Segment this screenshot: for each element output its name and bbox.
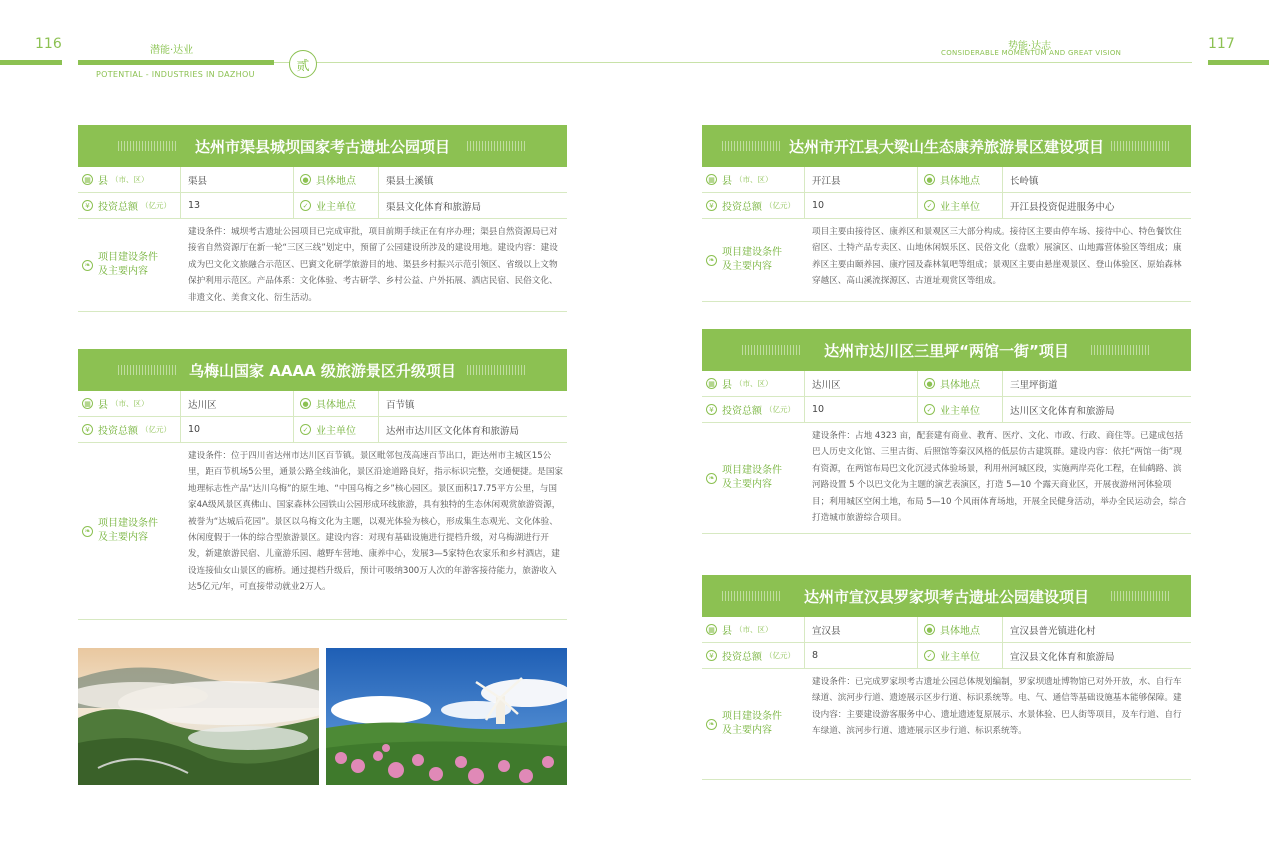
project-title: 达州市宣汉县罗家坝考古遗址公园建设项目: [803, 587, 1089, 606]
owner-value: 开江县投资促进服务中心: [1010, 201, 1115, 213]
left-header-title: 潜能·达业: [150, 45, 194, 56]
left-edge-bar: [0, 60, 62, 65]
county-value: 开江县: [812, 175, 841, 187]
owner-value: 达川区文化体育和旅游局: [1010, 405, 1115, 417]
project-title-bar: [78, 125, 567, 167]
county-value: 宣汉县: [812, 625, 841, 637]
project-title-bar: [702, 329, 1191, 371]
location-pin-icon: ●: [924, 174, 935, 185]
building-icon: ▦: [706, 174, 717, 185]
location-pin-icon: ●: [924, 378, 935, 389]
info-row: ¥ 投资总额 （亿元） 8 ✓ 业主单位 宣汉县文化体育和旅游局: [702, 643, 1191, 669]
project-title: 达州市达川区三里坪“两馆一街”项目: [824, 341, 1069, 360]
location-value: 三里坪街道: [1010, 379, 1058, 391]
county-value: 渠县: [188, 175, 208, 187]
left-page-number: 116: [35, 36, 62, 52]
project-title-bar: [78, 349, 567, 391]
project-card: [702, 329, 1191, 534]
thumbs-up-icon: ✓: [924, 650, 935, 661]
project-title: 达州市开江县大梁山生态康养旅游景区建设项目: [788, 137, 1104, 156]
location-pin-icon: ●: [924, 624, 935, 635]
county-value: 达川区: [188, 399, 217, 411]
project-card: [78, 349, 567, 620]
money-icon: ¥: [82, 424, 93, 435]
left-header-subtitle: POTENTIAL - INDUSTRIES IN DAZHOU: [96, 70, 255, 79]
content-text: 建设条件：城坝考古遗址公园项目已完成审批，项目前期手续正在有序办理；渠县自然资源局已对接省自然资源厅在新一轮“三区三线”划定中，预留了公园建设所涉及的建设用地。建设内容：建设成为巴文化文旅融合示范区、巴賨文化研学旅游目的地、渠县乡村振兴示范引领区、省级以上文物保护利用示范区。产品体系：文化体验、考古研学、乡村公益、户外拓展、酒店民宿、民俗文化、非遗文化、美食文化、衍生活动。: [188, 227, 558, 303]
content-text: 建设条件：已完成罗家坝考古遗址公园总体规划编制，罗家坝遗址博物馆已对外开放，水、自行车绿道、滨河步行道、遗迹展示区步行道、标识系统等。电、气、通信等基础设施基本能够保障。建设内容：主要建设游客服务中心、遗址遗迹复原展示、水景体验、巴人街等项目，及车行道、自行车绿道、滨河步行道、遗迹展示区步行道、标识系统等。: [812, 677, 1182, 737]
project-card: [702, 575, 1191, 780]
info-row: ▦ 县 （市、区） 渠县 ● 具体地点 渠县土溪镇: [78, 167, 567, 193]
content-row: ❧ 项目建设条件 及主要内容 建设条件：占地 4323 亩，配套建有商业、教育、医疗、文化、市政、行政、商住等。已建成包括巴人历史文化馆、三里古街、后照馆等秦汉风格的低层仿古建筑群。建设内容：依托“两馆一街”现有资源，在两馆布局巴文化沉浸式体验场景，利用州河城区段，实施两岸亮化工程，在仙鹤路、滨河路设置 5 个以巴文化为主题的演艺表演区，打造 5—10 个露天商业区，开展夜游州河体验项目；利用城区空闲土地，布局 5—10 个风雨体育场地，开展全民健身活动，举办全民运动会，综合打造城市旅游综合项目。: [702, 423, 1191, 534]
leaf-icon: ❧: [82, 260, 93, 271]
investment-value: 8: [812, 650, 819, 661]
info-row: ▦ 县 （市、区） 达川区 ● 具体地点 百节镇: [78, 391, 567, 417]
content-text: 建设条件：位于四川省达州市达川区百节镇。景区毗邻包茂高速百节出口，距达州市主城区15公里，距百节机场5公里，通景公路全线油化，景区沿途道路良好，指示标识完整，交通便捷。是国家地理标志性产品“达川乌梅”的原生地、“中国乌梅之乡”核心园区。景区面积17.75平方公里，与国家4A级风景区真佛山、国家森林公园铁山公园形成环线旅游，具有独特的生态休闲观赏旅游资源，被誉为“达城后花园”。景区以乌梅文化为主题，以观光体验为核心，形成集生态观光、文化体验、休闲度假于一体的综合型旅游景区。建设内容：对现有基础设施进行提档升级，对乌梅湖进行开发，新建旅游民宿、儿童游乐园、越野车营地、康养中心，发展3—5家特色农家乐和乡村酒店，建设连接仙女山景区的廊桥。通过提档升级后，预计可吸纳300万人次的年游客接待能力，旅游收入达5亿元/年，可直接带动就业2万人。: [188, 451, 564, 593]
mountain-clouds-photo: [78, 648, 319, 785]
building-icon: ▦: [82, 398, 93, 409]
county-value: 达川区: [812, 379, 841, 391]
info-row: ▦ 县 （市、区） 达川区 ● 具体地点 三里坪街道: [702, 371, 1191, 397]
investment-value: 10: [812, 404, 825, 415]
owner-value: 渠县文化体育和旅游局: [386, 201, 482, 213]
info-row: ¥ 投资总额 （亿元） 10 ✓ 业主单位 达川区文化体育和旅游局: [702, 397, 1191, 423]
thumbs-up-icon: ✓: [924, 404, 935, 415]
money-icon: ¥: [706, 200, 717, 211]
money-icon: ¥: [706, 404, 717, 415]
content-row: ❧ 项目建设条件 及主要内容 建设条件：已完成罗家坝考古遗址公园总体规划编制，罗家坝遗址博物馆已对外开放，水、自行车绿道、滨河步行道、遗迹展示区步行道、标识系统等。电、气、通信等基础设施基本能够保障。建设内容：主要建设游客服务中心、遗址遗迹复原展示、水景体验、巴人街等项目，及车行道、自行车绿道、滨河步行道、遗迹展示区步行道、标识系统等。: [702, 669, 1191, 780]
thumbs-up-icon: ✓: [300, 424, 311, 435]
project-title-bar: [702, 125, 1191, 167]
location-value: 宣汉县普光镇进化村: [1010, 625, 1096, 637]
owner-value: 宣汉县文化体育和旅游局: [1010, 651, 1115, 663]
location-pin-icon: ●: [300, 174, 311, 185]
location-value: 渠县土溪镇: [386, 175, 434, 187]
leaf-icon: ❧: [82, 526, 93, 537]
right-page-number: 117: [1208, 36, 1235, 52]
content-text: 项目主要由接待区、康养区和景观区三大部分构成。接待区主要由停车场、接待中心、特色餐饮住宿区、土特产品专卖区、山地休闲娱乐区、民俗文化（盘歌）展演区、山地露营体验区等组成；康养区主要由颐养园、康疗园及森林氧吧等组成；景观区主要由悬崖观景区、登山体验区、原始森林穿越区、高山溪流探源区、古道址观赏区等组成。: [812, 227, 1182, 287]
building-icon: ▦: [82, 174, 93, 185]
info-row: ¥ 投资总额 （亿元） 13 ✓ 业主单位 渠县文化体育和旅游局: [78, 193, 567, 219]
windmill-flowers-photo: [326, 648, 567, 785]
building-icon: ▦: [706, 378, 717, 389]
header-rule: [274, 62, 1192, 63]
content-text: 建设条件：占地 4323 亩，配套建有商业、教育、医疗、文化、市政、行政、商住等。已建成包括巴人历史文化馆、三里古街、后照馆等秦汉风格的低层仿古建筑群。建设内容：依托“两馆一街”现有资源，在两馆布局巴文化沉浸式体验场景，利用州河城区段，实施两岸亮化工程，在仙鹤路、滨河路设置 5 个以巴文化为主题的演艺表演区，打造 5—10 个露天商业区，开展夜游州河体验项目；利用城区空闲土地，布局 5—10 个风雨体育场地，开展全民健身活动，举办全民运动会，综合打造城市旅游综合项目。: [812, 431, 1187, 524]
project-title: 达州市渠县城坝国家考古遗址公园项目: [194, 137, 450, 156]
location-pin-icon: ●: [300, 398, 311, 409]
info-row: ▦ 县 （市、区） 宣汉县 ● 具体地点 宣汉县普光镇进化村: [702, 617, 1191, 643]
info-row: ¥ 投资总额 （亿元） 10 ✓ 业主单位 达州市达川区文化体育和旅游局: [78, 417, 567, 443]
location-value: 长岭镇: [1010, 175, 1039, 187]
left-header-bar: [78, 60, 274, 65]
right-header-subtitle: CONSIDERABLE MOMENTUM AND GREAT VISION: [941, 49, 1122, 57]
location-value: 百节镇: [386, 399, 415, 411]
content-row: ❧ 项目建设条件 及主要内容 项目主要由接待区、康养区和景观区三大部分构成。接待区主要由停车场、接待中心、特色餐饮住宿区、土特产品专卖区、山地休闲娱乐区、民俗文化（盘歌）展演区、山地露营体验区等组成；康养区主要由颐养园、康疗园及森林氧吧等组成；景观区主要由悬崖观景区、登山体验区、原始森林穿越区、高山溪流探源区、古道址观赏区等组成。: [702, 219, 1191, 302]
content-row: ❧ 项目建设条件 及主要内容 建设条件：城坝考古遗址公园项目已完成审批，项目前期手续正在有序办理；渠县自然资源局已对接省自然资源厅在新一轮“三区三线”划定中，预留了公园建设所涉及的建设用地。建设内容：建设成为巴文化文旅融合示范区、巴賨文化研学旅游目的地、渠县乡村振兴示范引领区、省级以上文物保护利用示范区。产品体系：文化体验、考古研学、乡村公益、户外拓展、酒店民宿、民俗文化、非遗文化、美食文化、衍生活动。: [78, 219, 567, 312]
info-row: ▦ 县 （市、区） 开江县 ● 具体地点 长岭镇: [702, 167, 1191, 193]
investment-value: 13: [188, 200, 201, 211]
thumbs-up-icon: ✓: [924, 200, 935, 211]
leaf-icon: ❧: [706, 473, 717, 484]
right-header-title: 势能·达志: [1008, 41, 1052, 52]
project-card: [702, 125, 1191, 302]
thumbs-up-icon: ✓: [300, 200, 311, 211]
chapter-seal-icon: 贰: [289, 50, 317, 78]
money-icon: ¥: [706, 650, 717, 661]
money-icon: ¥: [82, 200, 93, 211]
investment-value: 10: [812, 200, 825, 211]
project-title: 乌梅山国家 AAAA 级旅游景区升级项目: [189, 361, 456, 380]
owner-value: 达州市达川区文化体育和旅游局: [386, 425, 520, 437]
right-edge-bar: [1208, 60, 1269, 65]
project-card: [78, 125, 567, 312]
leaf-icon: ❧: [706, 719, 717, 730]
project-title-bar: [702, 575, 1191, 617]
content-row: ❧ 项目建设条件 及主要内容 建设条件：位于四川省达州市达川区百节镇。景区毗邻包茂高速百节出口，距达州市主城区15公里，距百节机场5公里，通景公路全线油化，景区沿途道路良好，指示标识完整，交通便捷。是国家地理标志性产品“达川乌梅”的原生地、“中国乌梅之乡”核心园区。景区面积17.75平方公里，与国家4A级风景区真佛山、国家森林公园铁山公园形成环线旅游，具有独特的生态休闲观赏旅游资源，被誉为“达城后花园”。景区以乌梅文化为主题，以观光体验为核心，形成集生态观光、文化体验、休闲度假于一体的综合型旅游景区。建设内容：对现有基础设施进行提档升级，对乌梅湖进行开发，新建旅游民宿、儿童游乐园、越野车营地、康养中心，发展3—5家特色农家乐和乡村酒店，建设连接仙女山景区的廊桥。通过提档升级后，预计可吸纳300万人次的年游客接待能力，旅游收入达5亿元/年，可直接带动就业2万人。: [78, 443, 567, 620]
investment-value: 10: [188, 424, 201, 435]
info-row: ¥ 投资总额 （亿元） 10 ✓ 业主单位 开江县投资促进服务中心: [702, 193, 1191, 219]
leaf-icon: ❧: [706, 255, 717, 266]
building-icon: ▦: [706, 624, 717, 635]
